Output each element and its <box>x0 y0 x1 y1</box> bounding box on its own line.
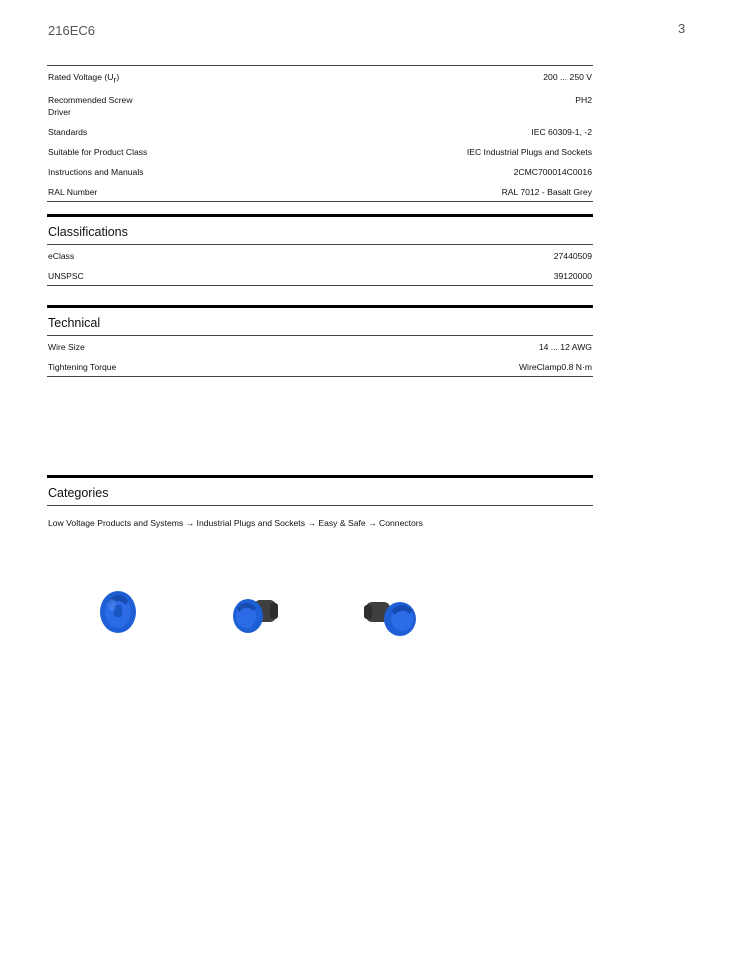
spec-value: 200 ... 250 V <box>543 72 592 82</box>
spec-label: UNSPSC <box>48 271 84 281</box>
spec-value: 39120000 <box>553 271 592 281</box>
spec-value: IEC Industrial Plugs and Sockets <box>466 146 592 157</box>
spec-row-unspsc <box>47 265 593 285</box>
product-image-angled-left <box>228 594 282 638</box>
spec-label: RAL Number <box>48 186 98 197</box>
page-number: 3 <box>678 21 686 36</box>
spec-value: 14 ... 12 AWG <box>538 342 592 352</box>
spec-label: Tightening Torque <box>48 362 117 372</box>
spec-value: PH2 <box>575 94 592 105</box>
spec-row-torque <box>47 356 593 376</box>
spec-row-standards <box>47 121 593 141</box>
spec-value: WireClamp0.8 N·m <box>518 362 592 372</box>
spec-label: Recommended Screw Driver <box>48 94 133 117</box>
spec-label: Standards <box>48 126 88 137</box>
spec-value: 27440509 <box>553 251 592 261</box>
spec-row-eclass <box>47 245 593 265</box>
spec-label: Rated Voltage $(U_r)$ <box>48 72 120 85</box>
categories-section <box>47 475 593 528</box>
spec-row-manuals <box>47 161 593 181</box>
spec-value: IEC 60309-1, -2 <box>531 126 592 137</box>
spec-row-ral <box>47 181 593 201</box>
section-title: Technical <box>48 316 101 330</box>
spec-label: Instructions and Manuals <box>48 166 144 177</box>
spec-label: eClass <box>48 251 75 261</box>
spec-value: 2CMC700014C0016 <box>513 166 592 177</box>
technical-section <box>47 305 593 377</box>
section-title: Categories <box>48 486 109 500</box>
product-image-front <box>96 585 140 637</box>
spec-row-product-class <box>47 141 593 161</box>
spec-label: Suitable for Product Class <box>48 146 148 157</box>
spec-label: Wire Size <box>48 342 85 352</box>
spec-row-rated-voltage <box>47 66 593 89</box>
section-title: Classifications <box>48 225 128 239</box>
classifications-section <box>47 214 593 286</box>
spec-row-screw-driver <box>47 89 593 121</box>
category-path: Low Voltage Products and Systems → Industrial Plugs and Sockets → Easy & Safe → Connectors <box>48 518 423 528</box>
general-spec-table <box>47 65 593 202</box>
product-image-angled-right <box>362 594 420 640</box>
product-code: 216EC6 <box>48 23 95 38</box>
spec-value: RAL 7012 - Basalt Grey <box>501 186 592 197</box>
spec-row-wire-size <box>47 336 593 356</box>
